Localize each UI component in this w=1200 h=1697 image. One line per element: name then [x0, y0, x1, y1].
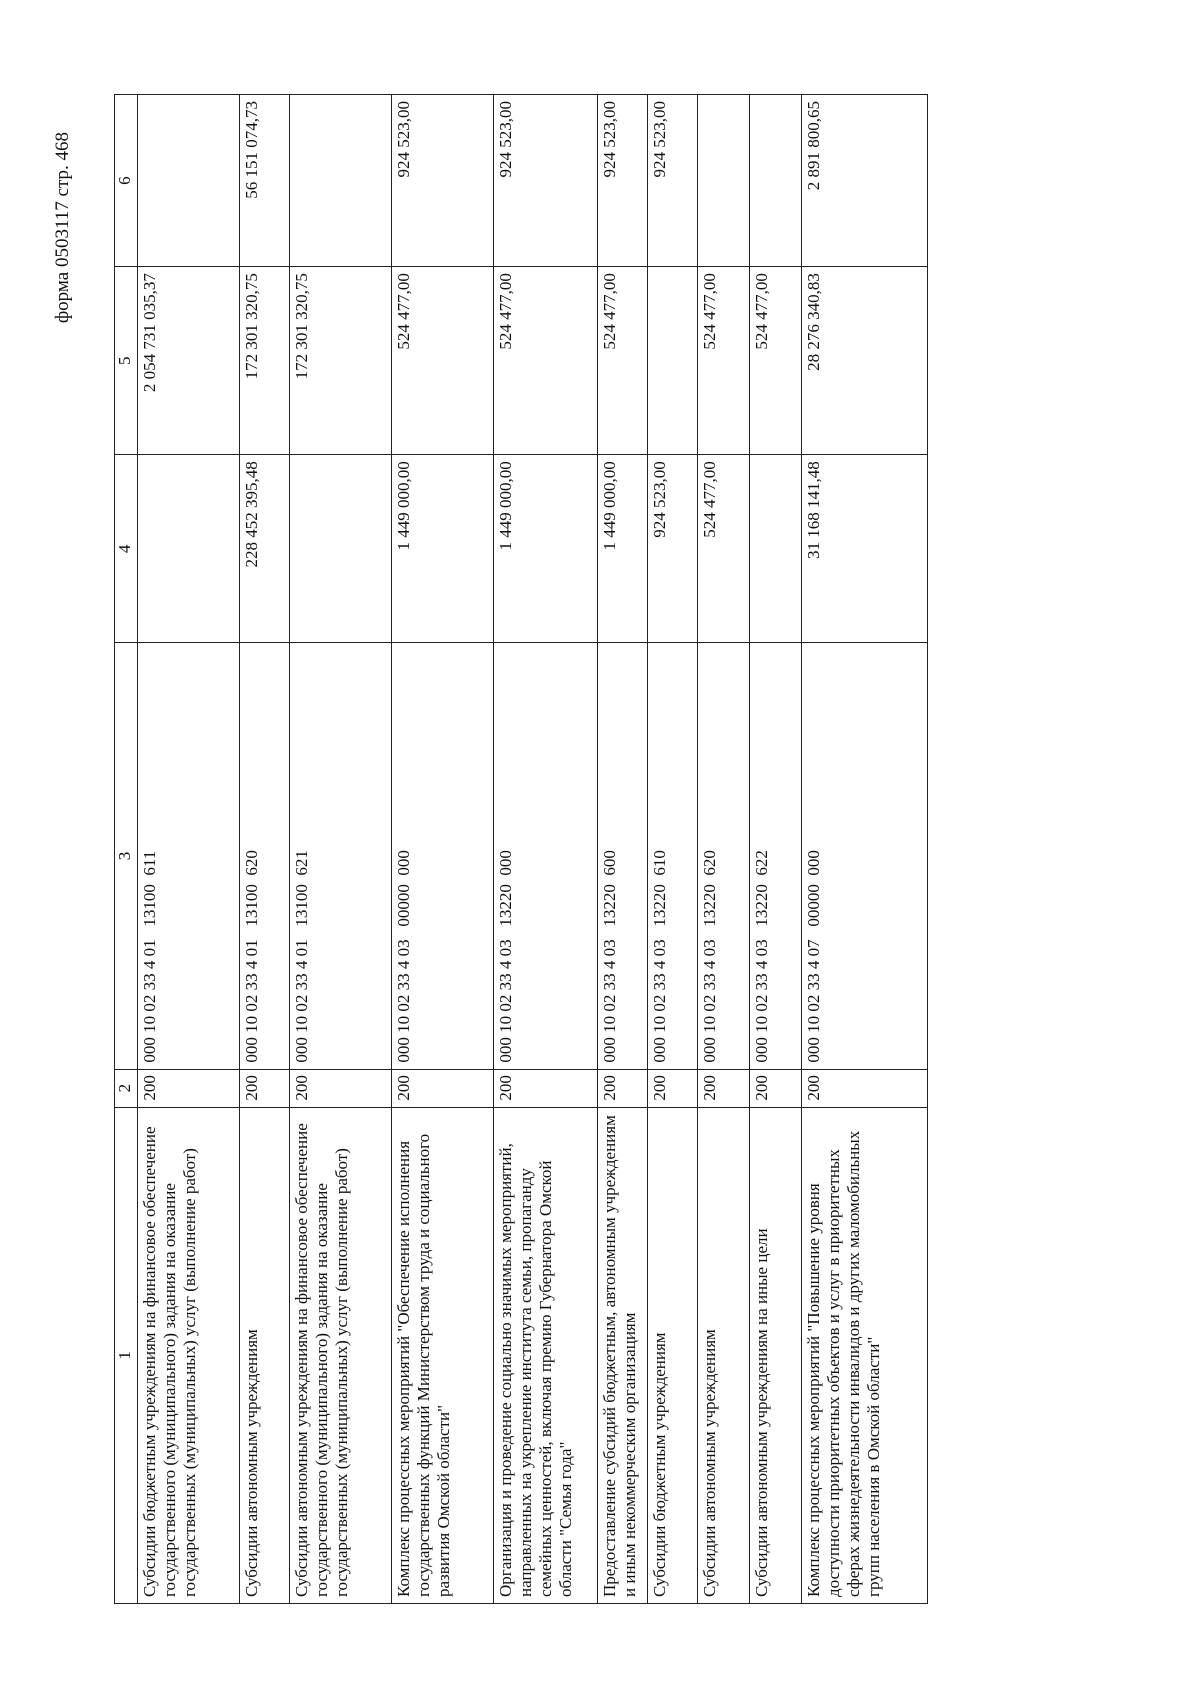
budget-value [750, 455, 802, 643]
column-header-6: 6 [115, 95, 138, 267]
row-code: 200 [290, 1069, 392, 1107]
unexecuted-value: 924 523,00 [648, 95, 698, 267]
table-row [138, 95, 240, 1604]
table-row [648, 95, 698, 1604]
budget-value: 1 449 000,00 [494, 455, 598, 643]
budget-value: 1 449 000,00 [598, 455, 648, 643]
column-header-3: 3 [115, 643, 138, 1069]
row-name: Субсидии бюджетным учреждениям [648, 1107, 698, 1603]
unexecuted-value: 924 523,00 [494, 95, 598, 267]
budget-value: 31 168 141,48 [802, 455, 928, 643]
table-row [802, 95, 928, 1604]
executed-value: 172 301 320,75 [290, 267, 392, 455]
table-row [290, 95, 392, 1604]
executed-value: 524 477,00 [494, 267, 598, 455]
unexecuted-value: 2 891 800,65 [802, 95, 928, 267]
unexecuted-value [138, 95, 240, 267]
classification-code: 000 10 02 33 4 01 13100 621 [290, 643, 392, 1069]
classification-code: 000 10 02 33 4 03 13220 622 [750, 643, 802, 1069]
executed-value [648, 267, 698, 455]
unexecuted-value: 924 523,00 [598, 95, 648, 267]
budget-value [290, 455, 392, 643]
classification-code: 000 10 02 33 4 01 13100 620 [240, 643, 290, 1069]
row-name: Субсидии автономным учреждениям [698, 1107, 750, 1603]
executed-value: 524 477,00 [698, 267, 750, 455]
row-code: 200 [598, 1069, 648, 1107]
report-table [114, 94, 928, 1604]
table-row [598, 95, 648, 1604]
row-name: Комплекс процессных мероприятий "Повышение уровня доступности приоритетных объектов и услуг в приоритетных сферах жизнедеятельности инвалидов и других маломобильных групп населения в Омской области" [802, 1107, 928, 1603]
unexecuted-value [698, 95, 750, 267]
classification-code: 000 10 02 33 4 03 13220 610 [648, 643, 698, 1069]
executed-value: 524 477,00 [598, 267, 648, 455]
unexecuted-value: 924 523,00 [392, 95, 494, 267]
classification-code: 000 10 02 33 4 01 13100 611 [138, 643, 240, 1069]
executed-value: 28 276 340,83 [802, 267, 928, 455]
table-header-row [115, 95, 138, 1604]
table-row [392, 95, 494, 1604]
classification-code: 000 10 02 33 4 07 00000 000 [802, 643, 928, 1069]
row-code: 200 [698, 1069, 750, 1107]
unexecuted-value [750, 95, 802, 267]
column-header-5: 5 [115, 267, 138, 455]
row-name: Субсидии бюджетным учреждениям на финансовое обеспечение государственного (муниципального) задания на оказание государственных (муниципальных) услуг (выполнение работ) [138, 1107, 240, 1603]
row-name: Предоставление субсидий бюджетным, автономным учреждениям и иным некоммерческим организациям [598, 1107, 648, 1603]
budget-value: 1 449 000,00 [392, 455, 494, 643]
budget-value [138, 455, 240, 643]
budget-value: 924 523,00 [648, 455, 698, 643]
form-label: форма 0503117 стр. 468 [52, 132, 73, 324]
budget-value: 524 477,00 [698, 455, 750, 643]
classification-code: 000 10 02 33 4 03 00000 000 [392, 643, 494, 1069]
unexecuted-value: 56 151 074,73 [240, 95, 290, 267]
row-code: 200 [240, 1069, 290, 1107]
row-code: 200 [494, 1069, 598, 1107]
table-row [750, 95, 802, 1604]
row-code: 200 [802, 1069, 928, 1107]
classification-code: 000 10 02 33 4 03 13220 000 [494, 643, 598, 1069]
executed-value: 172 301 320,75 [240, 267, 290, 455]
row-name: Комплекс процессных мероприятий "Обеспечение исполнения государственных функций Министерством труда и социального развития Омской области" [392, 1107, 494, 1603]
row-name: Организация и проведение социально значимых мероприятий, направленных на укрепление института семьи, пропаганду семейных ценностей, включая премию Губернатора Омской области "Семья года" [494, 1107, 598, 1603]
row-code: 200 [392, 1069, 494, 1107]
budget-value: 228 452 395,48 [240, 455, 290, 643]
executed-value: 524 477,00 [392, 267, 494, 455]
row-code: 200 [648, 1069, 698, 1107]
classification-code: 000 10 02 33 4 03 13220 620 [698, 643, 750, 1069]
classification-code: 000 10 02 33 4 03 13220 600 [598, 643, 648, 1069]
row-code: 200 [138, 1069, 240, 1107]
row-name: Субсидии автономным учреждениям на финансовое обеспечение государственного (муниципального) задания на оказание государственных (муниципальных) услуг (выполнение работ) [290, 1107, 392, 1603]
unexecuted-value [290, 95, 392, 267]
row-name: Субсидии автономным учреждениям на иные цели [750, 1107, 802, 1603]
row-name: Субсидии автономным учреждениям [240, 1107, 290, 1603]
column-header-4: 4 [115, 455, 138, 643]
executed-value: 524 477,00 [750, 267, 802, 455]
table-row [240, 95, 290, 1604]
column-header-1: 1 [115, 1107, 138, 1603]
column-header-2: 2 [115, 1069, 138, 1107]
executed-value: 2 054 731 035,37 [138, 267, 240, 455]
table-row [494, 95, 598, 1604]
table-row [698, 95, 750, 1604]
row-code: 200 [750, 1069, 802, 1107]
